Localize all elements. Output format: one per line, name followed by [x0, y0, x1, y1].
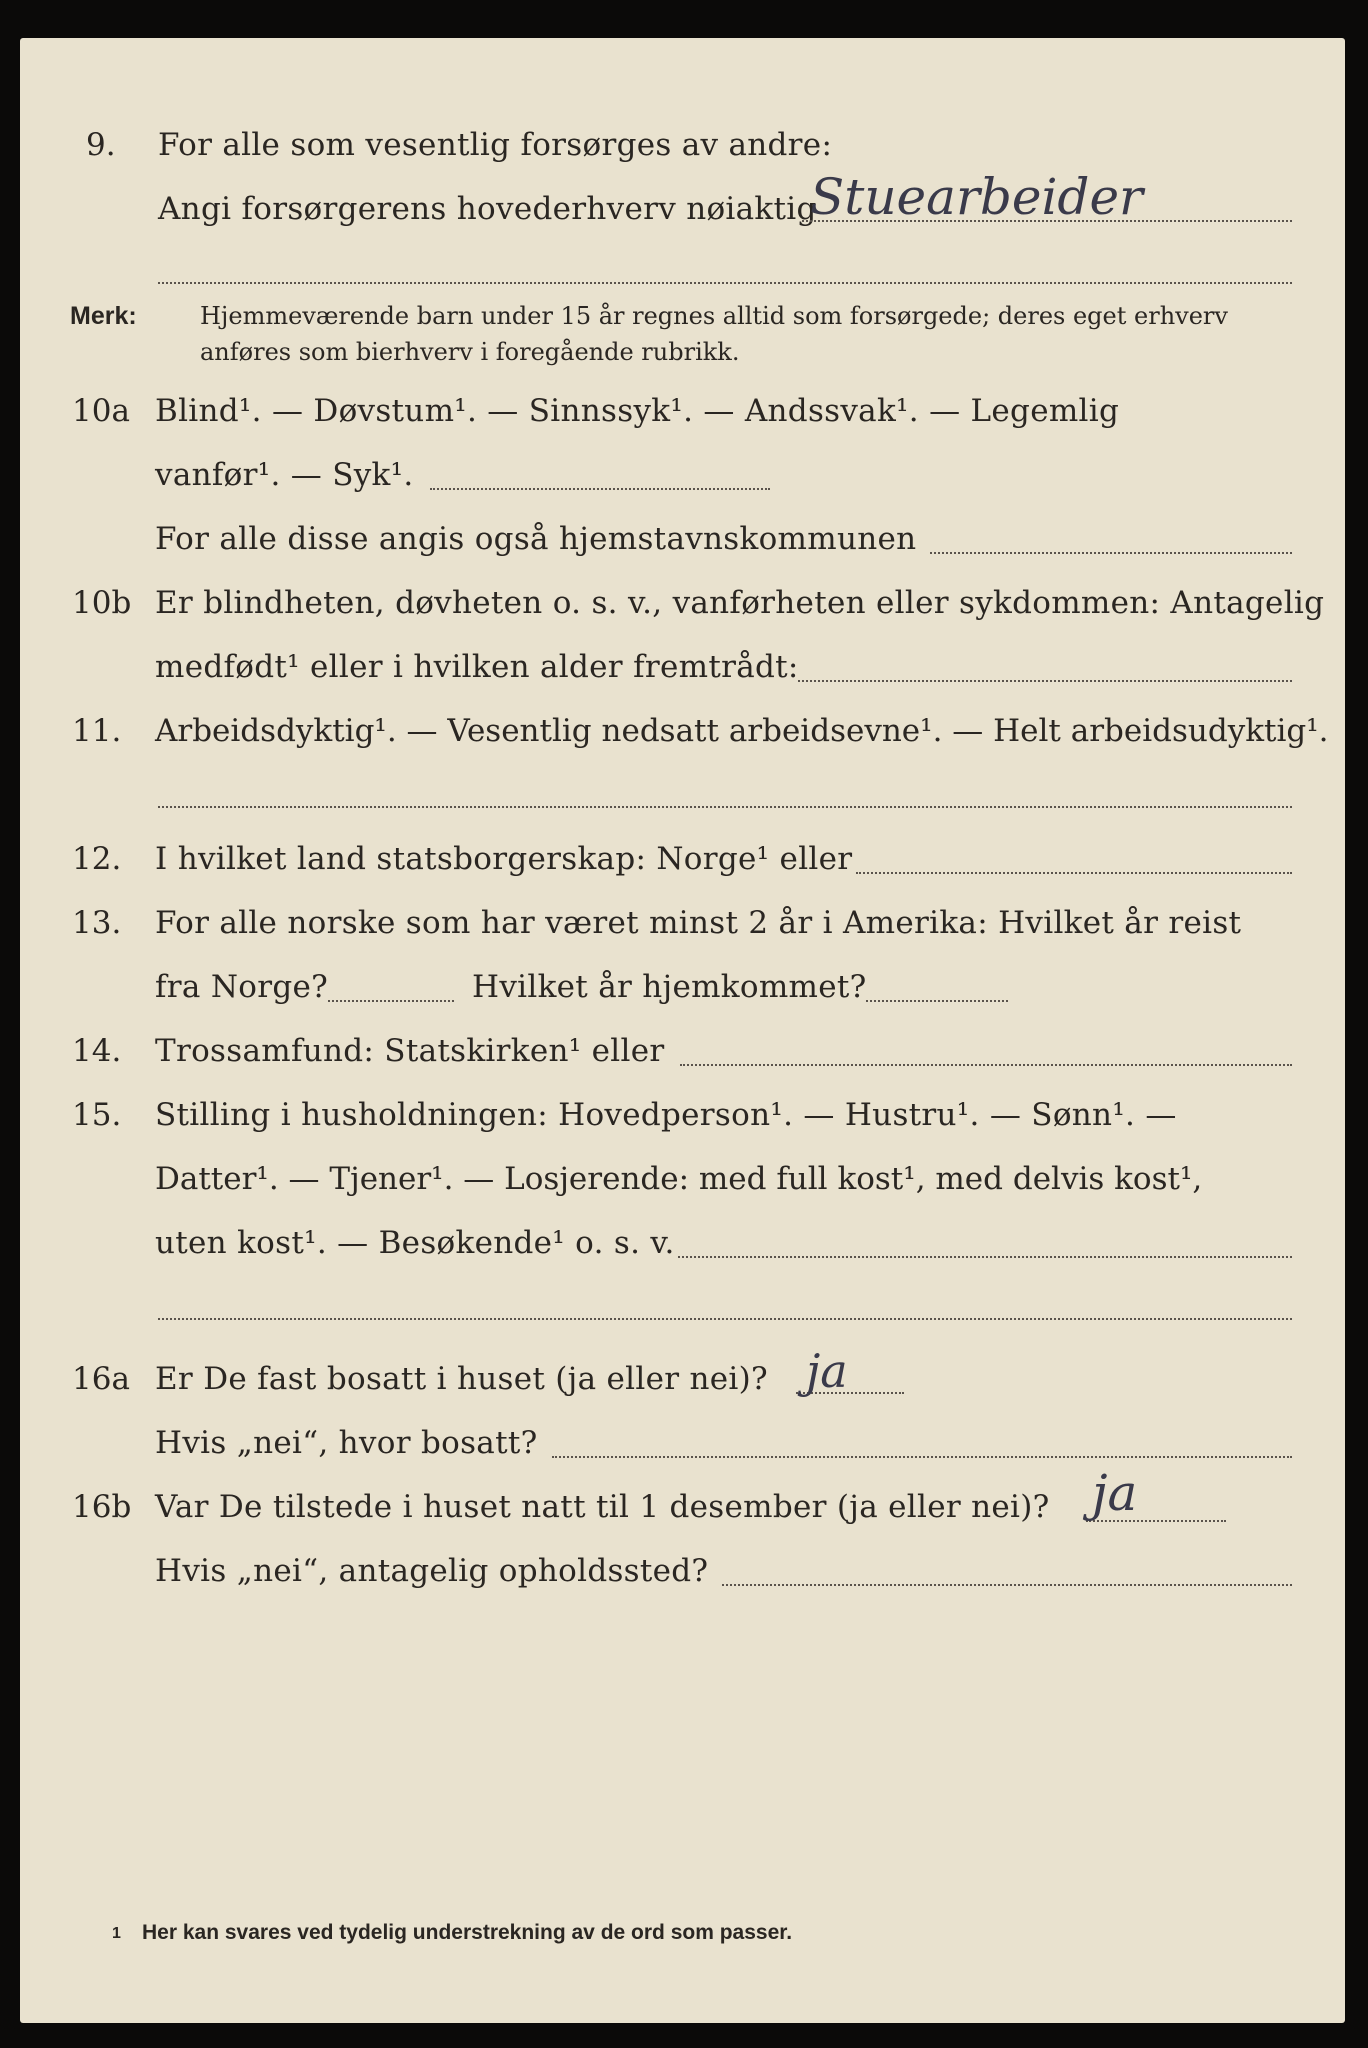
q15-number: 15. [72, 1097, 122, 1133]
q16a-residence-line[interactable] [552, 1456, 1292, 1458]
q10a-line3: For alle disse angis også hjemstavnskommunen [155, 521, 917, 557]
footnote-mark: 1 [112, 1925, 121, 1942]
q14-line1: Trossamfund: Statskirken¹ eller [155, 1033, 665, 1069]
q15-line2: Datter¹. — Tjener¹. — Losjerende: med full kost¹, med delvis kost¹, [155, 1161, 1203, 1197]
q11-number: 11. [72, 713, 122, 749]
merk-note-line2: anføres som bierhverv i foregående rubrikk. [200, 338, 740, 366]
q10a-answer-line[interactable] [430, 488, 770, 490]
q13-departure-year-line[interactable] [328, 1000, 454, 1002]
q12-answer-line[interactable] [856, 872, 1292, 874]
merk-label: Merk: [70, 302, 137, 330]
q16b-handwritten-answer: ja [1092, 1464, 1138, 1522]
q15-line1: Stilling i husholdningen: Hovedperson¹. — Hustru¹. — Sønn¹. — [155, 1097, 1177, 1133]
q14-number: 14. [72, 1033, 122, 1069]
q16b-number: 16b [72, 1489, 132, 1525]
q10b-line1: Er blindheten, døvheten o. s. v., vanførheten eller sykdommen: Antagelig [155, 585, 1325, 621]
q15-line3: uten kost¹. — Besøkende¹ o. s. v. [155, 1225, 675, 1261]
q16b-line1: Var De tilstede i huset natt til 1 desember (ja eller nei)? [155, 1489, 1050, 1525]
q10b-answer-line[interactable] [798, 680, 1292, 682]
census-form-page [20, 38, 1345, 2023]
q15-answer-line[interactable] [678, 1256, 1292, 1258]
q10b-number: 10b [72, 585, 132, 621]
q16a-line2: Hvis „nei“, hvor bosatt? [155, 1425, 538, 1461]
q9-extra-line[interactable] [158, 282, 1292, 284]
q16a-number: 16a [72, 1361, 130, 1397]
q16b-line2: Hvis „nei“, antagelig opholdssted? [155, 1553, 709, 1589]
q13-line2b: Hvilket år hjemkommet? [472, 969, 867, 1005]
q10a-number: 10a [72, 393, 130, 429]
q12-number: 12. [72, 841, 122, 877]
q13-line2a: fra Norge? [155, 969, 329, 1005]
q16b-location-line[interactable] [722, 1584, 1292, 1586]
q13-line1: For alle norske som har været minst 2 år i Amerika: Hvilket år reist [155, 905, 1242, 941]
q10a-line1: Blind¹. — Døvstum¹. — Sinnssyk¹. — Andssvak¹. — Legemlig [155, 393, 1120, 429]
q15-extra-line[interactable] [158, 1318, 1292, 1320]
q10a-line2: vanfør¹. — Syk¹. [155, 457, 414, 493]
q13-return-year-line[interactable] [866, 1000, 1008, 1002]
q9-number: 9. [86, 127, 116, 163]
merk-note-line1: Hjemmeværende barn under 15 år regnes alltid som forsørgede; deres eget erhverv [200, 302, 1228, 330]
q14-answer-line[interactable] [680, 1064, 1292, 1066]
q10a-municipality-line[interactable] [930, 552, 1292, 554]
q12-line1: I hvilket land statsborgerskap: Norge¹ eller [155, 841, 853, 877]
q11-answer-line[interactable] [158, 806, 1292, 808]
q9-question: For alle som vesentlig forsørges av andre: [158, 127, 833, 163]
footnote-text: Her kan svares ved tydelig understrekning av de ord som passer. [142, 1921, 793, 1944]
q16a-line1: Er De fast bosatt i huset (ja eller nei)? [155, 1361, 768, 1397]
q13-number: 13. [72, 905, 122, 941]
q10b-line2: medfødt¹ eller i hvilken alder fremtrådt: [155, 649, 799, 685]
q11-line1: Arbeidsdyktig¹. — Vesentlig nedsatt arbeidsevne¹. — Helt arbeidsudyktig¹. [155, 713, 1329, 749]
q9-label: Angi forsørgerens hovederhverv nøiaktig [158, 191, 817, 227]
q9-handwritten-answer: Stuearbeider [810, 168, 1143, 226]
q16a-handwritten-answer: ja [806, 1344, 848, 1398]
